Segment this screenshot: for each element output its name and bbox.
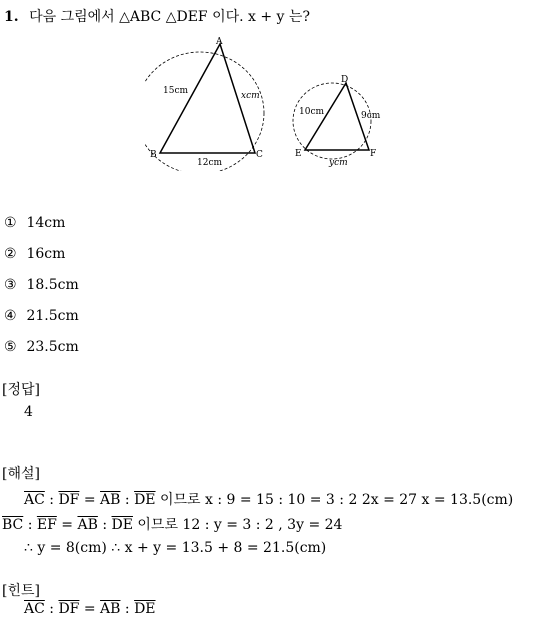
hint-label: [힌트]	[2, 583, 40, 599]
segment-df: $\overline{DF}$	[58, 601, 80, 617]
option-4-text: 21.5cm	[26, 308, 79, 324]
hint-line-1	[24, 601, 156, 617]
explanation-line-2-rest: 이므로 12 : y = 3 : 2 , 3y = 24	[132, 517, 343, 533]
segment-de: $\overline{DE}$	[134, 492, 156, 508]
segment-ab: $\overline{AB}$	[77, 517, 98, 533]
side-de-label: 10cm	[299, 107, 325, 117]
ratio-sep: :	[44, 601, 59, 617]
side-df-label: 9cm	[361, 111, 381, 121]
explanation-line-3: ∴ y = 8(cm) ∴ x + y = 13.5 + 8 = 21.5(cm)	[24, 540, 327, 556]
side-ac-label: xcm	[241, 91, 260, 101]
side-ab-label: 15cm	[163, 86, 189, 96]
answer-label: [정답]	[2, 382, 40, 398]
segment-bc: $\overline{BC}$	[2, 517, 24, 533]
vertex-a-label: A	[216, 37, 223, 47]
question-number: 1.	[4, 9, 19, 25]
option-5-mark: ⑤	[4, 339, 17, 355]
option-1-text: 14cm	[26, 215, 66, 231]
equals-sign: =	[79, 601, 101, 617]
vertex-f-label: F	[370, 149, 377, 159]
equals-sign: =	[56, 517, 78, 533]
option-2-mark: ②	[4, 246, 17, 262]
explanation-label: [해설]	[2, 466, 40, 482]
option-1[interactable]	[4, 215, 65, 231]
option-3-mark: ③	[4, 277, 17, 293]
segment-ab: $\overline{AB}$	[100, 601, 121, 617]
option-2-text: 16cm	[26, 246, 66, 262]
equals-sign: =	[79, 492, 101, 508]
option-3-text: 18.5cm	[26, 277, 79, 293]
ratio-sep: :	[23, 517, 37, 533]
ratio-sep: :	[97, 517, 112, 533]
ratio-sep: :	[120, 601, 135, 617]
ratio-sep: :	[120, 492, 135, 508]
segment-ab: $\overline{AB}$	[100, 492, 121, 508]
option-3[interactable]	[4, 277, 79, 293]
segment-df: $\overline{DF}$	[58, 492, 80, 508]
triangles-figure	[145, 36, 395, 171]
segment-ac: $\overline{AC}$	[24, 492, 45, 508]
explanation-line-1	[24, 489, 513, 509]
segment-de: $\overline{DE}$	[134, 601, 156, 617]
side-bc-label: 12cm	[197, 158, 223, 168]
explanation-line-2	[2, 514, 342, 534]
option-5-text: 23.5cm	[26, 339, 79, 355]
question-text: 다음 그림에서 △ABC △DEF 이다. x + y 는?	[29, 9, 310, 25]
vertex-c-label: C	[256, 150, 263, 160]
answer-value: 4	[24, 404, 33, 420]
option-5[interactable]	[4, 339, 79, 355]
ratio-sep: :	[44, 492, 59, 508]
segment-ef: $\overline{EF}$	[36, 517, 57, 533]
side-ef-label: ycm	[329, 158, 348, 168]
vertex-b-label: B	[150, 150, 157, 160]
explanation-line-1-rest: 이므로 x : 9 = 15 : 10 = 3 : 2 2x = 27 x = 13.5(cm)	[155, 492, 514, 508]
segment-ac: $\overline{AC}$	[24, 601, 45, 617]
option-2[interactable]	[4, 246, 65, 262]
option-1-mark: ①	[4, 215, 17, 231]
vertex-e-label: E	[295, 149, 302, 159]
option-4-mark: ④	[4, 308, 17, 324]
segment-de: $\overline{DE}$	[111, 517, 133, 533]
option-4[interactable]	[4, 308, 79, 324]
question-title	[4, 6, 310, 26]
vertex-d-label: D	[341, 75, 349, 85]
